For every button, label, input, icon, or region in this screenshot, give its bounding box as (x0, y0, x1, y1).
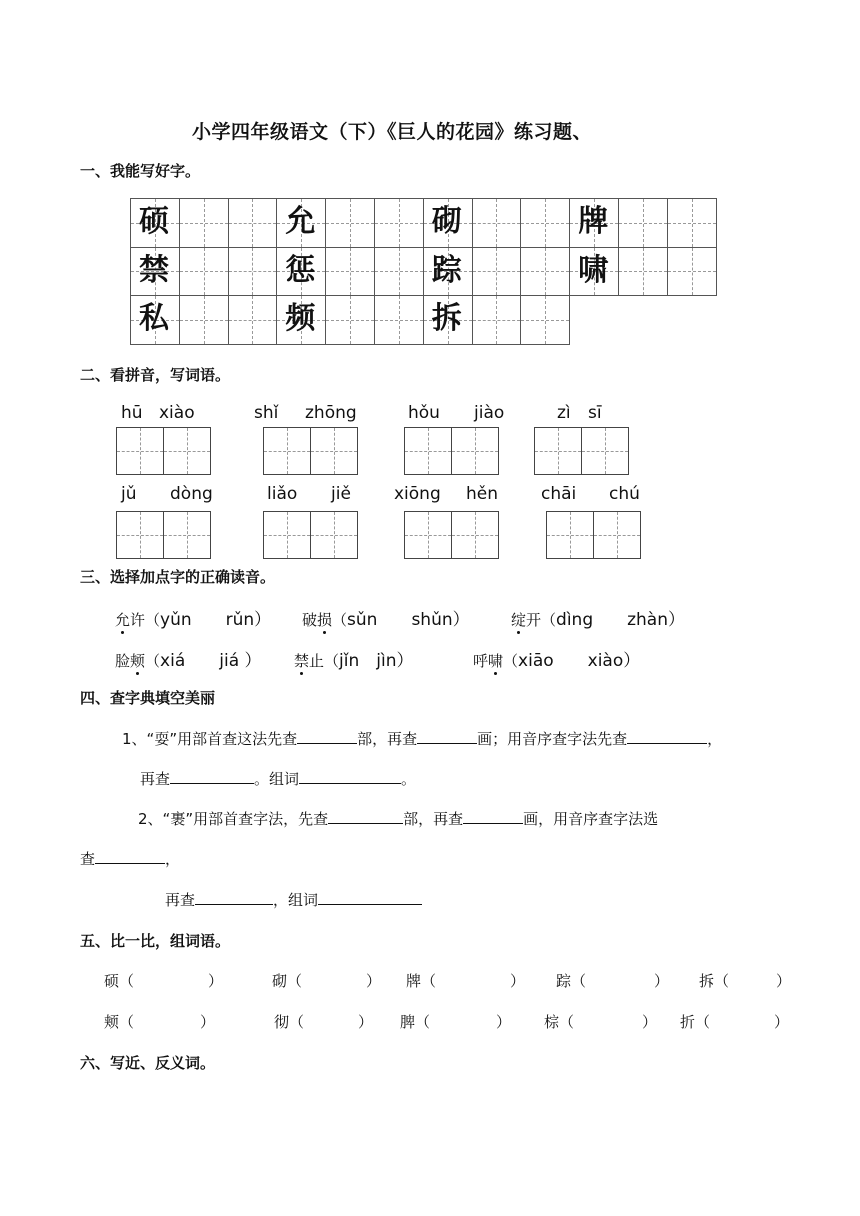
blank[interactable] (299, 769, 401, 784)
tianzige-box[interactable] (116, 427, 164, 475)
writing-cell[interactable] (667, 198, 717, 248)
compare-word-item: 脾（ (400, 1013, 431, 1031)
dotted-char: 啸 (488, 652, 504, 670)
compare-word-item: 踪（ (556, 972, 587, 990)
reading-item-4: 脸颊（xiá jiá ） (115, 651, 262, 671)
pinyin-syllable: zhōng (305, 403, 357, 423)
closing-paren: ） (774, 1013, 790, 1031)
pinyin-syllable: liǎo (267, 484, 298, 504)
writing-cell[interactable] (228, 198, 278, 248)
section-4-heading: 四、查字典填空美丽 (80, 689, 216, 707)
tianzige-box[interactable] (163, 427, 211, 475)
blank[interactable] (170, 769, 254, 784)
writing-cell[interactable] (520, 247, 570, 297)
pinyin-syllable: xiōng (394, 484, 441, 504)
writing-cell[interactable] (520, 295, 570, 345)
tianzige-box[interactable] (546, 511, 594, 559)
pinyin-syllable: zì (557, 403, 571, 423)
blank[interactable] (318, 890, 422, 905)
compare-word-item: 牌（ (406, 972, 437, 990)
dotted-char: 绽 (511, 611, 527, 629)
compare-word-item: 棕（ (544, 1013, 575, 1031)
tianzige-box[interactable] (534, 427, 582, 475)
writing-cell[interactable] (325, 295, 375, 345)
tianzige-box[interactable] (451, 427, 499, 475)
section-3-heading: 三、选择加点字的正确读音。 (80, 568, 276, 586)
question-2-line-2: 查 ， (80, 850, 181, 868)
tianzige-box[interactable] (263, 427, 311, 475)
tianzige-box[interactable] (593, 511, 641, 559)
writing-cell[interactable] (179, 295, 229, 345)
tianzige-box[interactable] (310, 427, 358, 475)
writing-cell[interactable] (228, 295, 278, 345)
question-2-line-3: 再查 ，组词 (165, 889, 422, 910)
model-character: 惩 (285, 252, 316, 288)
writing-cell[interactable] (179, 198, 229, 248)
tianzige-box[interactable] (263, 511, 311, 559)
closing-paren: ） (366, 972, 382, 990)
writing-cell[interactable] (520, 198, 570, 248)
tianzige-box[interactable] (116, 511, 164, 559)
closing-paren: ） (208, 972, 224, 990)
compare-word-item: 拆（ (699, 972, 730, 990)
pinyin-syllable: chú (609, 484, 640, 504)
reading-item-3: 绽开（dìng zhàn） (511, 610, 686, 630)
pinyin-syllable: jǔ (121, 484, 137, 504)
page-title: 小学四年级语文（下）《巨人的花园》练习题、 (192, 121, 593, 143)
model-character: 禁 (139, 252, 169, 288)
model-character: 拆 (431, 301, 462, 336)
pinyin-syllable: jiě (331, 484, 351, 504)
question-1-line-2: 再查 。组词 。 (140, 770, 417, 788)
blank[interactable] (297, 729, 357, 744)
pinyin-syllable: dòng (170, 484, 213, 504)
compare-word-item: 彻（ (274, 1013, 305, 1031)
closing-paren: ） (200, 1013, 216, 1031)
writing-cell[interactable] (179, 247, 229, 297)
writing-cell[interactable] (325, 198, 375, 248)
writing-cell[interactable] (472, 247, 522, 297)
reading-item-5: 禁止（jǐn jìn） (294, 651, 414, 671)
writing-cell[interactable] (667, 247, 717, 297)
compare-word-item: 折（ (680, 1013, 711, 1031)
tianzige-box[interactable] (451, 511, 499, 559)
writing-cell[interactable] (472, 198, 522, 248)
compare-word-item: 颊（ (104, 1013, 135, 1031)
tianzige-box[interactable] (581, 427, 629, 475)
pinyin-syllable: jiào (474, 403, 505, 423)
blank[interactable] (95, 849, 165, 864)
model-character: 踪 (431, 252, 462, 288)
dotted-char: 损 (317, 611, 333, 629)
question-2-line-1: 2、“裹”用部首查字法，先查 部，再查 画，用音序查字法选 (138, 810, 659, 828)
blank[interactable] (328, 809, 403, 824)
tianzige-box[interactable] (163, 511, 211, 559)
dotted-char: 禁 (294, 652, 310, 670)
reading-item-1: 允许（yǔn rǔn） (115, 610, 272, 630)
pinyin-syllable: xiào (159, 403, 195, 423)
closing-paren: ） (642, 1013, 658, 1031)
writing-cell[interactable] (618, 198, 668, 248)
blank[interactable] (627, 729, 707, 744)
pinyin-syllable: hū (121, 403, 143, 423)
model-character: 啸 (578, 252, 609, 288)
model-character: 允 (285, 204, 316, 239)
writing-cell[interactable] (472, 295, 522, 345)
section-6-heading: 六、写近、反义词。 (80, 1054, 216, 1072)
writing-cell[interactable] (618, 247, 668, 297)
blank[interactable] (463, 809, 523, 824)
dotted-char: 颊 (130, 652, 146, 670)
writing-cell[interactable] (374, 295, 424, 345)
blank[interactable] (417, 729, 477, 744)
pinyin-syllable: hǒu (408, 403, 440, 423)
reading-item-2: 破损（sǔn shǔn） (302, 610, 470, 630)
section-5-heading: 五、比一比，组词语。 (80, 932, 231, 950)
section-2-heading: 二、看拼音，写词语。 (80, 366, 231, 384)
tianzige-box[interactable] (404, 427, 452, 475)
pinyin-syllable: shǐ (254, 403, 279, 423)
reading-item-6: 呼啸（xiāo xiào） (473, 651, 641, 671)
closing-paren: ） (510, 972, 526, 990)
pinyin-syllable: sī (588, 403, 602, 423)
blank[interactable] (195, 890, 273, 905)
model-character: 硕 (139, 204, 169, 239)
compare-word-item: 硕（ (104, 972, 135, 990)
writing-cell[interactable] (374, 247, 424, 297)
closing-paren: ） (496, 1013, 512, 1031)
compare-word-item: 砌（ (272, 972, 303, 990)
question-1-line-1: 1、“耍”用部首查这法先查 部，再查 画；用音序查字法先查 ， (122, 730, 723, 748)
pinyin-syllable: hěn (466, 484, 499, 504)
pinyin-syllable: chāi (541, 484, 577, 504)
closing-paren: ） (654, 972, 670, 990)
model-character: 频 (285, 301, 316, 336)
tianzige-box[interactable] (310, 511, 358, 559)
writing-cell[interactable] (374, 198, 424, 248)
model-character: 私 (139, 301, 169, 336)
model-character: 砌 (431, 204, 462, 239)
dotted-char: 允 (115, 611, 131, 629)
section-1-heading: 一、我能写好字。 (80, 162, 201, 180)
tianzige-box[interactable] (404, 511, 452, 559)
writing-cell[interactable] (325, 247, 375, 297)
model-character: 牌 (578, 204, 609, 239)
closing-paren: ） (358, 1013, 374, 1031)
writing-cell[interactable] (228, 247, 278, 297)
closing-paren: ） (776, 972, 792, 990)
